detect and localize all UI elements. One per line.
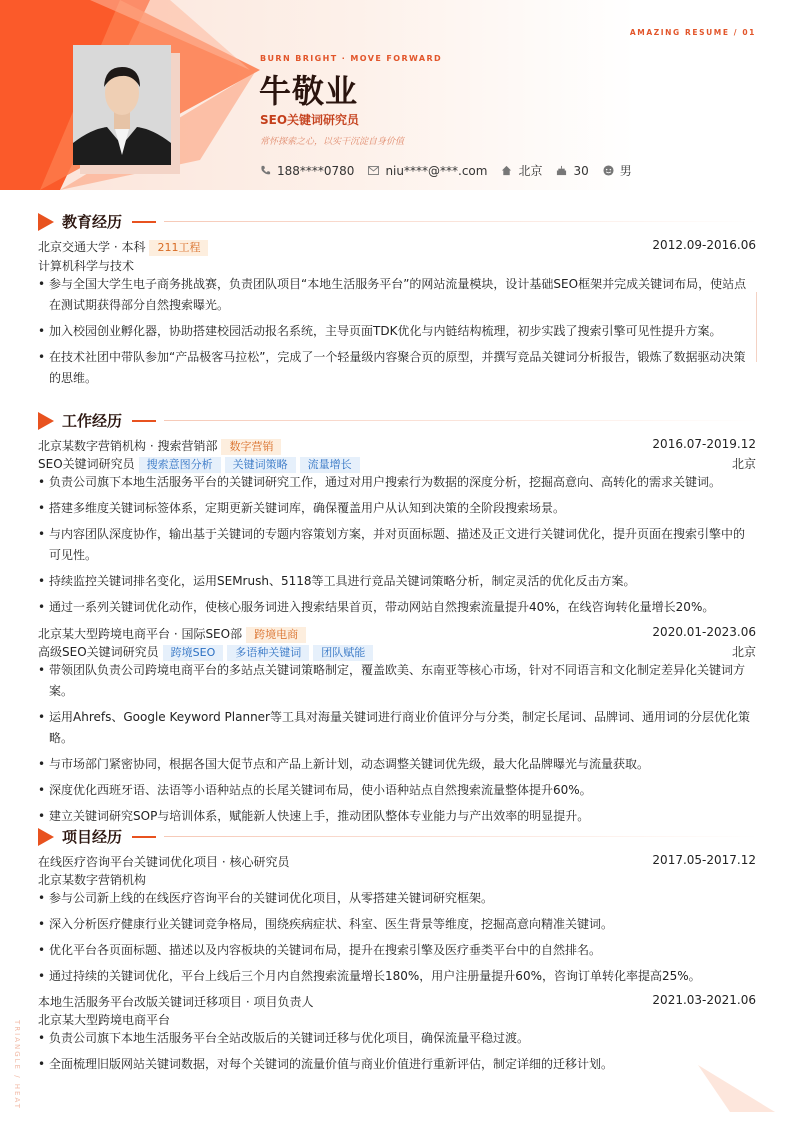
work-location: 北京	[731, 457, 756, 471]
work-date: 2016.07-2019.12	[652, 437, 756, 451]
project-bullets	[38, 1028, 756, 1080]
project-name: 本地生活服务平台改版关键词迁移项目 · 项目负责人	[38, 995, 314, 1009]
project-entry-head	[38, 993, 756, 1010]
work-date: 2020.01-2023.06	[652, 625, 756, 639]
phone-text: 188****0780	[277, 163, 355, 178]
list-item: • 优化平台各页面标题、描述以及内容板块的关键词布局，提升在搜索引擎及医疗垂类平台中的自然排名。	[38, 940, 756, 961]
education-tag: 211工程	[149, 240, 208, 256]
city-text: 北京	[518, 164, 543, 178]
project-entry-head	[38, 853, 756, 870]
school-name: 北京交通大学 · 本科	[38, 240, 146, 254]
corner-label: AMAZING RESUME / 01	[629, 28, 756, 37]
contact-email	[368, 164, 487, 178]
contact-age	[556, 164, 588, 178]
candidate-name: 牛敬业	[259, 72, 359, 110]
work-role-row	[38, 643, 756, 661]
section-title: 教育经历	[62, 213, 123, 231]
list-item: • 搭建多维度关键词标签体系，定期更新关键词库，确保覆盖用户从认知到决策的全阶段搜索场景。	[38, 498, 756, 519]
side-label: TRIANGLE / HEAT	[13, 1020, 21, 1110]
company-name: 北京某大型跨境电商平台 · 国际SEO部	[38, 627, 243, 641]
corner-triangle-decoration	[690, 1060, 790, 1115]
education-major: 计算机科学与技术	[38, 259, 135, 273]
list-item: • 带领团队负责公司跨境电商平台的多站点关键词策略制定，覆盖欧美、东南亚等核心市场，针对不同语言和文化制定差异化关键词方案。	[38, 660, 756, 702]
work-role-row	[38, 455, 756, 473]
company-name: 北京某数字营销机构 · 搜索营销部	[38, 439, 218, 453]
work-bullets	[38, 660, 756, 832]
age-text: 30	[573, 163, 589, 178]
list-item: • 持续监控关键词排名变化，运用SEMrush、5118等工具进行竞品关键词策略分析，制定灵活的优化反击方案。	[38, 571, 756, 592]
work-tag: 跨境电商	[246, 627, 306, 643]
contact-gender	[603, 162, 632, 179]
education-bullets	[38, 274, 756, 394]
section-title: 工作经历	[62, 412, 123, 430]
email-text: niu****@***.com	[385, 163, 488, 178]
work-tag: 数字营销	[221, 439, 281, 455]
home-icon	[501, 165, 512, 176]
list-item: • 深度优化西班牙语、法语等小语种站点的长尾关键词布局，使小语种站点自然搜索流量整体提升60%。	[38, 780, 756, 801]
list-item: • 负责公司旗下本地生活服务平台的关键词研究工作，通过对用户搜索行为数据的深度分析，挖掘高意向、高转化的需求关键词。	[38, 472, 756, 493]
list-item: • 负责公司旗下本地生活服务平台全站改版后的关键词迁移与优化项目，确保流量平稳过渡。	[38, 1028, 756, 1049]
divider	[756, 292, 757, 362]
list-item: • 加入校园创业孵化器，协助搭建校园活动报名系统，主导页面TDK优化与内链结构梳理，初步实践了搜索引擎可见性提升方案。	[38, 321, 756, 342]
list-item: • 在技术社团中带队参加“产品极客马拉松”，完成了一个轻量级内容聚合页的原型，并撰写竞品关键词分析报告，锻炼了数据驱动决策的思维。	[38, 347, 756, 389]
section-title: 项目经历	[62, 828, 123, 846]
skill-tag: 流量增长	[300, 457, 360, 473]
skill-tag: 多语种关键词	[227, 645, 309, 661]
role-name: SEO关键词研究员	[38, 457, 135, 471]
work-entry-head	[38, 437, 756, 455]
section-projects-header	[38, 826, 758, 847]
project-name: 在线医疗咨询平台关键词优化项目 · 核心研究员	[38, 855, 290, 869]
skill-tag: 团队赋能	[313, 645, 373, 661]
contact-info	[260, 162, 632, 179]
work-entry-head	[38, 625, 756, 643]
triangle-icon	[38, 412, 54, 430]
list-item: • 与市场部门紧密协同，根据各国大促节点和产品上新计划，动态调整关键词优先级，最大化品牌曝光与流量获取。	[38, 754, 756, 775]
list-item: • 与内容团队深度协作，输出基于关键词的专题内容策划方案，并对页面标题、描述及正文进行关键词优化，提升页面在搜索引擎中的可见性。	[38, 524, 756, 566]
list-item: • 通过持续的关键词优化，平台上线后三个月内自然搜索流量增长180%，用户注册量提升60%，咨询订单转化率提高25%。	[38, 966, 756, 987]
project-date: 2017.05-2017.12	[652, 853, 756, 867]
list-item: • 运用Ahrefs、Google Keyword Planner等工具对海量关键词进行商业价值评分与分类，制定长尾词、品牌词、通用词的分层优化策略。	[38, 707, 756, 749]
list-item: • 通过一系列关键词优化动作，使核心服务词进入搜索结果首页，带动网站自然搜索流量提升40%，在线咨询转化量增长20%。	[38, 597, 756, 618]
project-date: 2021.03-2021.06	[652, 993, 756, 1007]
contact-city	[501, 162, 542, 179]
skill-tag: 跨境SEO	[163, 645, 224, 661]
job-title: SEO关键词研究员	[260, 113, 360, 127]
list-item: • 全面梳理旧版网站关键词数据，对每个关键词的流量价值与商业价值进行重新评估，制定详细的迁移计划。	[38, 1054, 756, 1075]
skill-tag: 关键词策略	[225, 457, 296, 473]
section-work-header	[38, 410, 758, 431]
profile-photo	[73, 45, 171, 165]
list-item: • 参与公司新上线的在线医疗咨询平台的关键词优化项目，从零搭建关键词研究框架。	[38, 888, 756, 909]
list-item: • 参与全国大学生电子商务挑战赛，负责团队项目“本地生活服务平台”的网站流量模块，设计基础SEO框架并完成关键词布局，使站点在测试期获得部分自然搜索曝光。	[38, 274, 756, 316]
work-location: 北京	[731, 645, 756, 659]
project-org: 北京某大型跨境电商平台	[38, 1013, 171, 1027]
phone-icon	[260, 165, 271, 176]
motto: 常怀探索之心，以实干沉淀自身价值	[260, 137, 405, 147]
work-bullets	[38, 472, 756, 623]
education-date: 2012.09-2016.06	[652, 238, 756, 252]
project-org: 北京某数字营销机构	[38, 873, 147, 887]
project-bullets	[38, 888, 756, 992]
education-entry-head	[38, 238, 756, 256]
list-item: • 深入分析医疗健康行业关键词竞争格局，围绕疾病症状、科室、医生背景等维度，挖掘高意向精准关键词。	[38, 914, 756, 935]
skill-tag: 搜索意图分析	[139, 457, 221, 473]
list-item: • 建立关键词研究SOP与培训体系，赋能新人快速上手，推动团队整体专业能力与产出效率的明显提升。	[38, 806, 756, 827]
mail-icon	[368, 166, 379, 175]
smile-icon	[603, 165, 614, 176]
triangle-icon	[38, 828, 54, 846]
contact-phone	[260, 164, 354, 178]
tagline: BURN BRIGHT · MOVE FORWARD	[260, 54, 443, 63]
triangle-icon	[38, 213, 54, 231]
role-name: 高级SEO关键词研究员	[38, 645, 159, 659]
section-education-header	[38, 211, 758, 232]
cake-icon	[556, 165, 567, 176]
gender-text: 男	[619, 164, 632, 178]
